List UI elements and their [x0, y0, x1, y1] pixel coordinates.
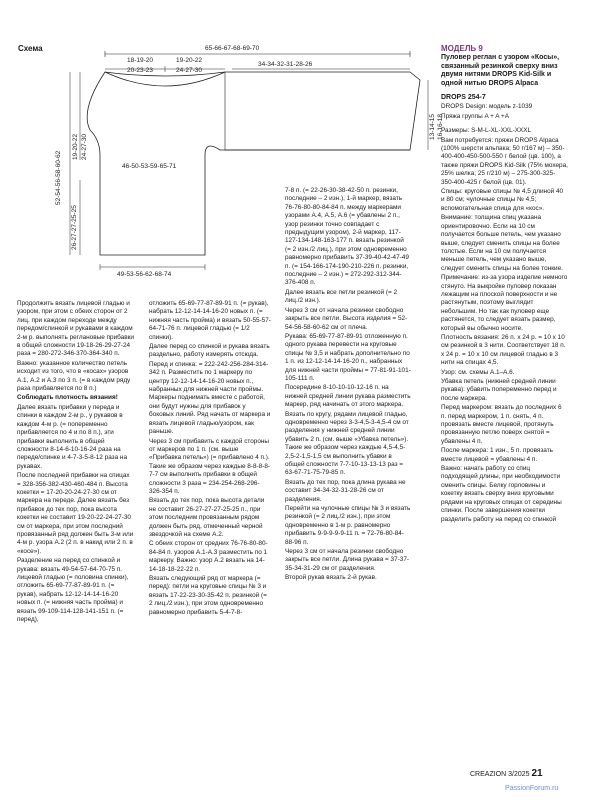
col2-paragraph: Далее перед со спинкой и рукава вязать раздельно, работу измерять отсюда.: [149, 343, 270, 359]
label-yoke-left-2: 20-23-23: [127, 67, 154, 74]
col3-paragraph: Вязать до тех пор, пока длина рукава не составит 34-34-32-31-28-26 см от разделения.: [285, 478, 406, 503]
col3-paragraph: Посередине 8-10-10-10-12-16 п. на нижней средней линии рукава разместить маркер, ряд начинать от этого маркера.: [285, 384, 411, 409]
col3-paragraph: Через 3 см от начала резинки свободно закрыть все петли. Высота изделия = 52-54-56-58-60-62 см от плеча.: [285, 306, 408, 331]
label-body-height-total: 52-54-56-58-60-62: [55, 150, 62, 205]
label-sleeve-side-2: 16-16-18: [437, 113, 444, 140]
schema-title: Схема: [18, 44, 43, 53]
yarn-group: Пряжа группы A + A +A: [441, 112, 509, 120]
col3-paragraph: Перейти на чулочные спицы № 3 и вязать резинкой (= 2 лиц./2 изн.), при этом одновременно в 1-м р. равномерно прибавить 9-9-9-9-9-11 п. = 72-76-80-84-88-96 п.: [285, 505, 411, 546]
col4-paragraph: После маркера: 1 изн., 5 п. провязать вместе лицевой = убавлены 4 п.: [441, 447, 553, 463]
label-yoke-left-1: 18-19-20: [127, 57, 154, 64]
model-title: МОДЕЛЬ 9: [441, 44, 483, 53]
magazine-issue: CREAZION 3/2025: [470, 771, 530, 778]
col4-paragraph: Внимание: толщина спиц указана ориентировочно. Если на 10 см получается больше петель, чем указано выше, следует сменить спицы на более толстые. Если на 10 см получается меньше петель, чем указано выше, следует сменить спицы на более тонкие.: [441, 214, 563, 272]
col4-paragraph: Перед маркером: вязать до последних 6 п. перед маркером, 1 п. снять, 4 п. провязать вместе лицевой, протянуть провязанную петлю поверх снятой = убавлены 4 п.: [441, 404, 562, 445]
col4-paragraph: Вам потребуется: пряжи DROPS Alpaca (100% шерсти альпака; 50 г/167 м) – 350-400-400-450-500-550 г белой (цв. 100), а также пряжи DROPS Kid-Silk (75% мохера, 25% шелка; 25 г/210 м) – 275-300-325-350-400-425 г белой (цв. 01).: [441, 136, 568, 186]
text-column-3: [285, 187, 411, 584]
col4-paragraph: Узор: см. схемы А.1–А.6.: [441, 368, 515, 376]
col1-paragraph: Далее вязать прибавки у переда и спинки в каждом 2-м р., у рукавов в каждом 4-м р. (= попеременно прибавляется по 4 и по 8 п.), эти прибавки выполнить в общей сложности 8-14-6-10-16-24 раза на переде/спинке и 4-7-3-5-8-12 раза на рукавах.: [17, 403, 128, 470]
col4-paragraph: Плотность вязания: 26 п. х 24 р. = 10 х 10 см резинкой в 3 нити. Соответствует 18 п. х 24 р. = 10 х 10 см лицевой гладью в 3 нити на спицах 4,5.: [441, 333, 566, 367]
col3-paragraph: Вязать по кругу, рядами лицевой гладью, одновременно через 3-3-4,5-3-4,5-4 см от разделения у нижней средней линии убавить 2 п. (см. выше «Убавка петель»). Такие же образом через каждые 4,5-4,5-2,5-2-1,5-1,5 см выполнить убавки в общей сложности 7-7-10-13-13-13 раз = 63-67-71-75-79-85 п.: [285, 410, 409, 477]
drops-design: DROPS Design: модель z-1039: [441, 103, 533, 111]
label-body-width: 46-50-53-59-65-71: [122, 163, 177, 170]
col1-paragraph: Соблюдать плотность вязания!: [17, 394, 118, 402]
col3-paragraph: Второй рукав вязать 2-й рукав.: [285, 574, 377, 582]
drops-code: DROPS 254-7: [441, 94, 486, 101]
col1-paragraph: Важно: указанное количество петель исходит из того, что в «косах» узоров А.1, А.2 и А.3 по 3 п. (= в каждом ряду раза прибавляется по 8 п.): [17, 359, 131, 393]
col2-paragraph: Через 3 см прибавить с каждой стороны от маркеров по 1 п. (см. выше «Прибавка петель») (= прибавлено 4 п.). Такие же образом через каждые 8-8-8-8-7-7 см выполнить прибавки в общей сложности 3 раза = 234-254-268-296-326-354 п.: [149, 437, 271, 495]
label-yoke-height-1: 19-20-22: [72, 133, 79, 160]
col4-paragraph: Убавка петель (нижней средней линии рукава): убавить попеременно перед и после маркера.: [441, 378, 557, 402]
col3-paragraph: Далее вязать все петли резинкой (= 2 лиц./2 изн.).: [285, 288, 398, 305]
col1-paragraph: Разделение на перед со спинкой и рукава: вязать 49-54-57-64-70-75 п. лицевой гладью (= половина спинки), отложить 65-69-77-87-89-91 п. (= рукав), набрать 12-12-14-14-16-20 новых п. (= нижняя часть пройма) и вязать 99-109-114-128-141-151 п. (= перед),: [17, 557, 129, 624]
col2-paragraph: Вязать до тех пор, пока высота детали не составит 26-27-27-27-25-25 п., при этом последним провязанным рядом должен быть ряд, отмеченный черной звездочкой на схеме А.2.: [149, 497, 265, 538]
text-column-1: [17, 300, 135, 625]
col3-paragraph: Рукава: 65-69-77-87-89-91 отложенную п. одного рукава перевести на круговые спицы № 3,5 и набрать дополнительно по 1 п. из 12-12-14-14-16-20 п., набранных для нижней части проймы = 77-81-91-101-105-111 п.: [285, 332, 411, 382]
watermark: PassionForum.ru: [505, 785, 559, 792]
col3-paragraph: 7-8 п. (= 22-26-30-38-42-50 п. резинки, последние – 2 изн.), 1-й маркер, вязать 76-76-80-80-84-84 п. между маркерами узорами А.4, А.5, А.6 (= убавлены 2 п., узор резинки точно совпадает с предыдущим узором), 2-й маркер, 117-127-134-148-163-177 п. вязать резинкой (= 2 изн./2 лиц.), при этом одновременно равномерно прибавить 37-39-40-42-47-49 п. (= 154-166-174-190-210-226 п. резинки, последние – 2 изн.) = 272-292-312-344-376-408 п.: [285, 187, 409, 287]
model-subtitle: Пуловер реглан с узором «Косы», связанный резинкой сверху вниз двумя нитями DROPS Kid-Silk и одной нитью DROPS Alpaca: [441, 54, 560, 87]
label-hem-width: 49-53-56-62-68-74: [117, 271, 172, 278]
col1-paragraph: После последней прибавки на спицах = 328-356-382-430-460-484 п. Высота кокетки = 17-20-20-24-27-30 см от маркера на переде. Далее вязать без прибавок до тех пор, пока высота кокетки не составит 19-20-22-24-27-30 см от маркера, при этом последний провязанный ряд должен быть 3-м или 4-м р. узора А.2 (2 п. в накид или 2 п. в «косе»).: [17, 472, 134, 555]
col2-paragraph: Вязать следующий ряд от маркера (= перед): петли на круговые спицы № 3 и вязать 17-22-23-30-35-42 п. резинкой (= 2 лиц./2 изн.), при этом одновременно равномерно прибавить 5-4-7-8-: [149, 575, 267, 616]
col4-paragraph: Примечание: из-за узора изделие немного стянуто. На выкройке пуловер показан лежащим на плоской поверхности и не растянутым, поэтому выглядит небольшим. Но так как пуловер еще растянется, то следует вязать размер, который вы обычно носите.: [441, 274, 568, 332]
label-yoke-mid-1: 19-20-22: [176, 57, 203, 64]
label-sleeve-top: 34-34-32-31-28-26: [258, 61, 313, 68]
col4-paragraph: Спицы: круговые спицы № 4,5 длиной 40 и 80 см; чулочные спицы № 4,5; вспомогательная спица для «кос».: [441, 188, 564, 212]
col3-paragraph: Через 3 см от начала резинки свободно закрыть все петли. Длина рукава = 37-37-35-34-31-29 см от разделения.: [285, 548, 410, 572]
text-column-2: [149, 300, 272, 618]
text-column-4: [441, 44, 568, 525]
page-number: 21: [531, 768, 543, 779]
label-body-height-lower: 26-27-27-25-25: [71, 205, 78, 250]
col4-paragraph: Важно: начать работу со спиц подходящей длины, при необходимости сменить спицы. Белку горловины и кокетку вязать сверху вниз круговыми рядами на круговых спицах от середины спинки. После завершения кокетки разделить работу на перед со спинкой: [441, 465, 562, 523]
col2-paragraph: Перед и спинка: = 222-242-256-284-314-342 п. Разместить по 1 маркеру по центру 12-12-14-14-16-20 новых п., набранных для нижней части проймы. Маркеры поднимать вместе с работой, они будут нужны для прибавок у боковых линий. Ряд начать от маркера и вязать лицевой гладью/узором, как раньше.: [149, 360, 271, 436]
page-footer: [470, 768, 543, 779]
label-yoke-height-2: 24-27-30: [81, 133, 88, 160]
col2-paragraph: отложить 65-69-77-87-89-91 п. (= рукав), набрать 12-12-14-14-16-20 новых п. (= нижняя часть пройма) и вязать 50-55-57-64-71-76 п. лицевой гладью (= 1/2 спинки).: [149, 300, 271, 341]
label-sleeve-side-1: 13-14-15: [429, 113, 436, 140]
col1-paragraph: Продолжить вязать лицевой гладью и узором, при этом с обеих сторон от 2 лиц. при каждом переходе между передом/спинкой и рукавами в каждом 2-м р. выполнять реглановые прибавки в общей сложности 19-18-26-29-27-24 раза = 280-272-346-370-364-340 п.: [17, 300, 134, 358]
label-top-width: 65-66-67-68-69-70: [205, 45, 260, 52]
col2-paragraph: С обеих сторон от средних 76-76-80-80-84-84 п. узоров А.1-А.3 разместить по 1 маркеру. Важно: узор А.2 вязать на 14-14-18-18-22-22 п.: [149, 540, 268, 573]
col4-paragraph: Размеры: S-M-L-XL-XXL-XXXL: [441, 127, 532, 135]
label-yoke-mid-2: 24-27-30: [176, 67, 203, 74]
